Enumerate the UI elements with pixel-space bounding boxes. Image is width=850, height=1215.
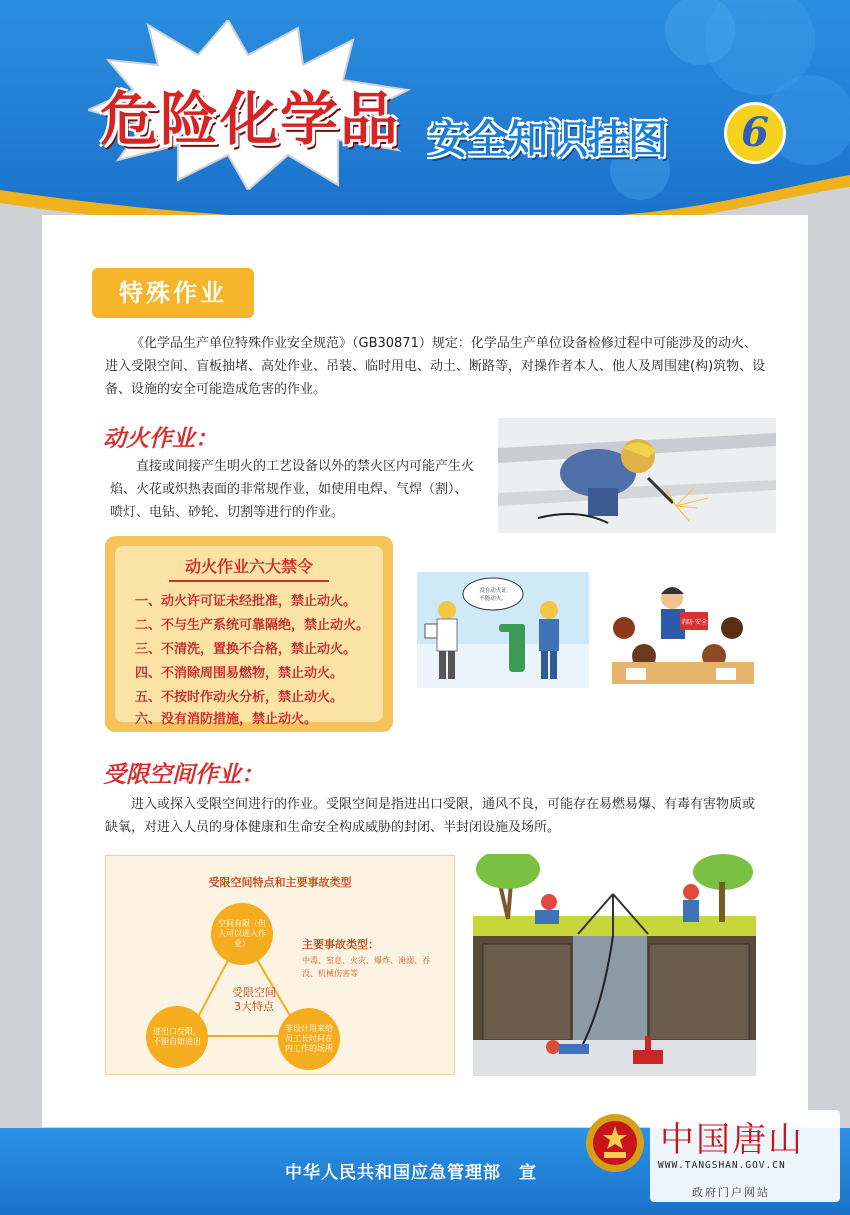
confined-space-diagram <box>105 855 455 1075</box>
rule-item: 三、不清洗，置换不合格，禁止动火。 <box>135 642 357 657</box>
tangshan-logo-text: 中国唐山 <box>660 1120 804 1160</box>
sheet-number-badge: 6 <box>724 102 786 164</box>
board-label: 消防·安全 <box>681 619 707 626</box>
confined-space-text: 进入或探入受限空间进行的作业。受限空间是指进出口受限，通风不良，可能存在易燃易爆、有毒有害物质或缺氧，对进入人员的身体健康和生命安全构成威胁的封闭、半封闭设施及场所。 <box>105 797 756 835</box>
permit-cartoon <box>417 572 589 688</box>
rule-item: 六、没有消防措施，禁止动火。 <box>135 712 318 727</box>
title-sub: 安全知识挂图 <box>428 117 668 163</box>
publisher-text: 中华人民共和国应急管理部 宣 <box>285 1163 537 1183</box>
rule-item: 一、动火许可证未经批准，禁止动火。 <box>135 594 357 609</box>
feature-circle-top: 空间有限（但人可以进入作业） <box>211 903 273 965</box>
center-label-line2: 3大特点 <box>234 1000 274 1013</box>
section-tag <box>92 268 254 318</box>
rules-inner <box>115 546 383 727</box>
tangshan-portal-label: 政府门户网站 <box>692 1186 770 1199</box>
rules-title: 动火作业六大禁令 <box>184 557 313 576</box>
section-tag-label: 特殊作业 <box>119 279 227 307</box>
rule-item: 五、不按时作动火分析，禁止动火。 <box>135 690 344 705</box>
rule-item: 四、不消除周围易燃物，禁止动火。 <box>135 666 344 681</box>
confined-space-heading: 受限空间作业： <box>103 762 264 788</box>
tangshan-logo-url: WWW.TANGSHAN.GOV.CN <box>658 1160 786 1171</box>
accident-types-list: 中毒、窒息、火灾、爆炸、淹溺、吞没、机械伤害等 <box>302 956 430 978</box>
svg-text:不能动火。: 不能动火。 <box>479 596 507 602</box>
hot-work-rules-box <box>105 536 393 732</box>
feature-circle-right: 非设计用来给员工长时间在内工作的场所 <box>278 1008 340 1070</box>
welder-illustration <box>498 418 776 533</box>
header-banner <box>0 0 850 240</box>
accident-types-title: 主要事故类型： <box>302 938 379 951</box>
intro-paragraph: 《化学品生产单位特殊作业安全规范》（GB30871）规定：化学品生产单位设备检修过程中可能涉及的动火、进入受限空间、盲板抽堵、高处作业、吊装、临时用电、动土、断路等，对操作者本人、他人及周围建(构)筑物、设备、设施的安全可能造成危害的作业。 <box>105 336 766 397</box>
diagram-center-label <box>214 986 294 1014</box>
center-label-line1: 受限空间 <box>232 986 276 999</box>
title-main: 危险化学品 <box>100 85 401 153</box>
meeting-cartoon <box>606 576 760 688</box>
hot-work-text: 直接或间接产生明火的工艺设备以外的禁火区内可能产生火焰、火花或炽热表面的非常规作业，如使用电焊、气焊（割）、喷灯、电钻、砂轮、切割等进行的作业。 <box>110 459 475 520</box>
hot-work-heading: 动火作业： <box>103 426 218 452</box>
national-emblem-icon <box>584 1112 646 1174</box>
rule-item: 二、不与生产系统可靠隔绝，禁止动火。 <box>135 618 370 633</box>
feature-circle-left: 进出口受限，不能自如进出 <box>146 1006 208 1068</box>
svg-text:没有动火证: 没有动火证 <box>479 588 507 594</box>
diagram-title: 受限空间特点和主要事故类型 <box>208 876 352 889</box>
rules-title-underline <box>169 580 329 582</box>
confined-space-scene <box>473 854 756 1076</box>
